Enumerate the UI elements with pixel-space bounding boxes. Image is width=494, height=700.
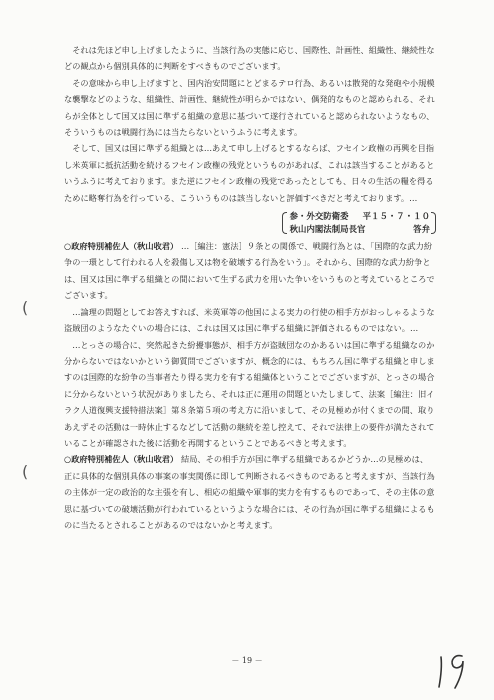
reference-type: 答弁 <box>413 224 430 235</box>
handwritten-page-number <box>434 650 472 696</box>
margin-paren-mark: ( <box>22 298 29 317</box>
reference-bracket-box <box>282 210 436 236</box>
reference-committee: 参・外交防衛委 <box>289 211 349 222</box>
speaker-label: ○政府特別補佐人（秋山收君） <box>64 241 179 252</box>
paragraph: そして、国又は国に準ずる組織とは…あえて申し上げるとするならば、フセイン政権の再興を目指し米英軍に抵抗活動を続けるフセイン政権の残党というものがあれば、これは該当することがあるというふうに考えております。また逆にフセイン政権の残党であったとしても、日々の生活の糧を得るために略奪行為を行っている、こういうものは該当しないと評価すべきだと考えております。… <box>64 143 435 203</box>
speech-paragraph: …とっさの場合に、突然起きた紛擾事態が、相手方が盗賊団なのかあるいは国に準ずる組織なのか分からないではないかという御質問でございますが、概念的には、もちろん国に準ずる組織と申しますのは国際的な紛争の当事者たり得る実力を有する組織体ということでございますが、とっさの場合に分からないという状況がありましたら、それは正に運用の問題といたしまして、法案［編注：旧イラク人道復興支援特措法案］第８条第５項の考え方に沿いまして、その見極めが付くまでの間、取りあえずその活動は一時休止するなどして活動の継続を差し控えて、それで法律上の要件が満たされていることが確認された後に活動を再開するということであるべきと考えます。 <box>64 339 435 448</box>
reference-date: 平１５・７・１０ <box>362 211 430 222</box>
document-body <box>64 42 436 533</box>
reference-citation <box>64 210 436 236</box>
speaker-label: ○政府特別補佐人（秋山收君） <box>64 454 179 465</box>
speech-paragraph <box>64 451 436 533</box>
reference-speaker: 秋山内閣法制局長官 <box>289 224 366 235</box>
speech-paragraph <box>64 238 436 304</box>
handwritten-19-mark <box>434 650 472 692</box>
speech-text: 結局、その相手方が国に準ずる組織であるかどうか…の見極めは、正に具体的な個別具体の事案の事実関係に即して判断されるべきものであると考えますが、当該行為の主体が一定の政治的な主張を有し、相応の組織や軍事的実力を有するものであって、その主体の意思に基づいての破壊活動が行われているというような場合には、その行為が国に準ずる組織によるものに当たるとされることがあるのではないかと考えます。 <box>64 454 435 530</box>
paragraph: その意味から申し上げますと、国内治安問題にとどまるテロ行為、あるいは散発的な発砲や小規模な襲撃などのような、組織性、計画性、継続性が明らかではない、偶発的なものと認められる、それらが全体として国又は国に準ずる組織の意思に基づいて遂行されていると認められないようなもの、そういうものは戦闘行為には当たらないというふうに考えます。 <box>64 77 435 138</box>
speech-text: …［編注：憲法］９条との関係で、戦闘行為とは、「国際的な武力紛争の一環として行われる人を殺傷し又は物を破壊する行為をいう」。それから、国際的な武力紛争とは、国又は国に準ずる組織との間において生ずる武力を用いた争いをいうものと考えているところでございます。 <box>64 241 435 301</box>
paragraph: それは先ほど申し上げましたように、当該行為の実態に応じ、国際性、計画性、組織性、継続性などの観点から個別具体的に判断をすべきものでございます。 <box>64 45 435 72</box>
page-number: － 19 － <box>231 656 263 665</box>
speech-paragraph: …論理の問題としてお答えすれば、米英軍等の他国による実力の行使の相手方がおっしゃるような盗賊団のようなたぐいの場合には、これは国又は国に準ずる組織に評価されるものではない。… <box>64 306 435 334</box>
margin-paren-mark: ( <box>22 462 29 481</box>
